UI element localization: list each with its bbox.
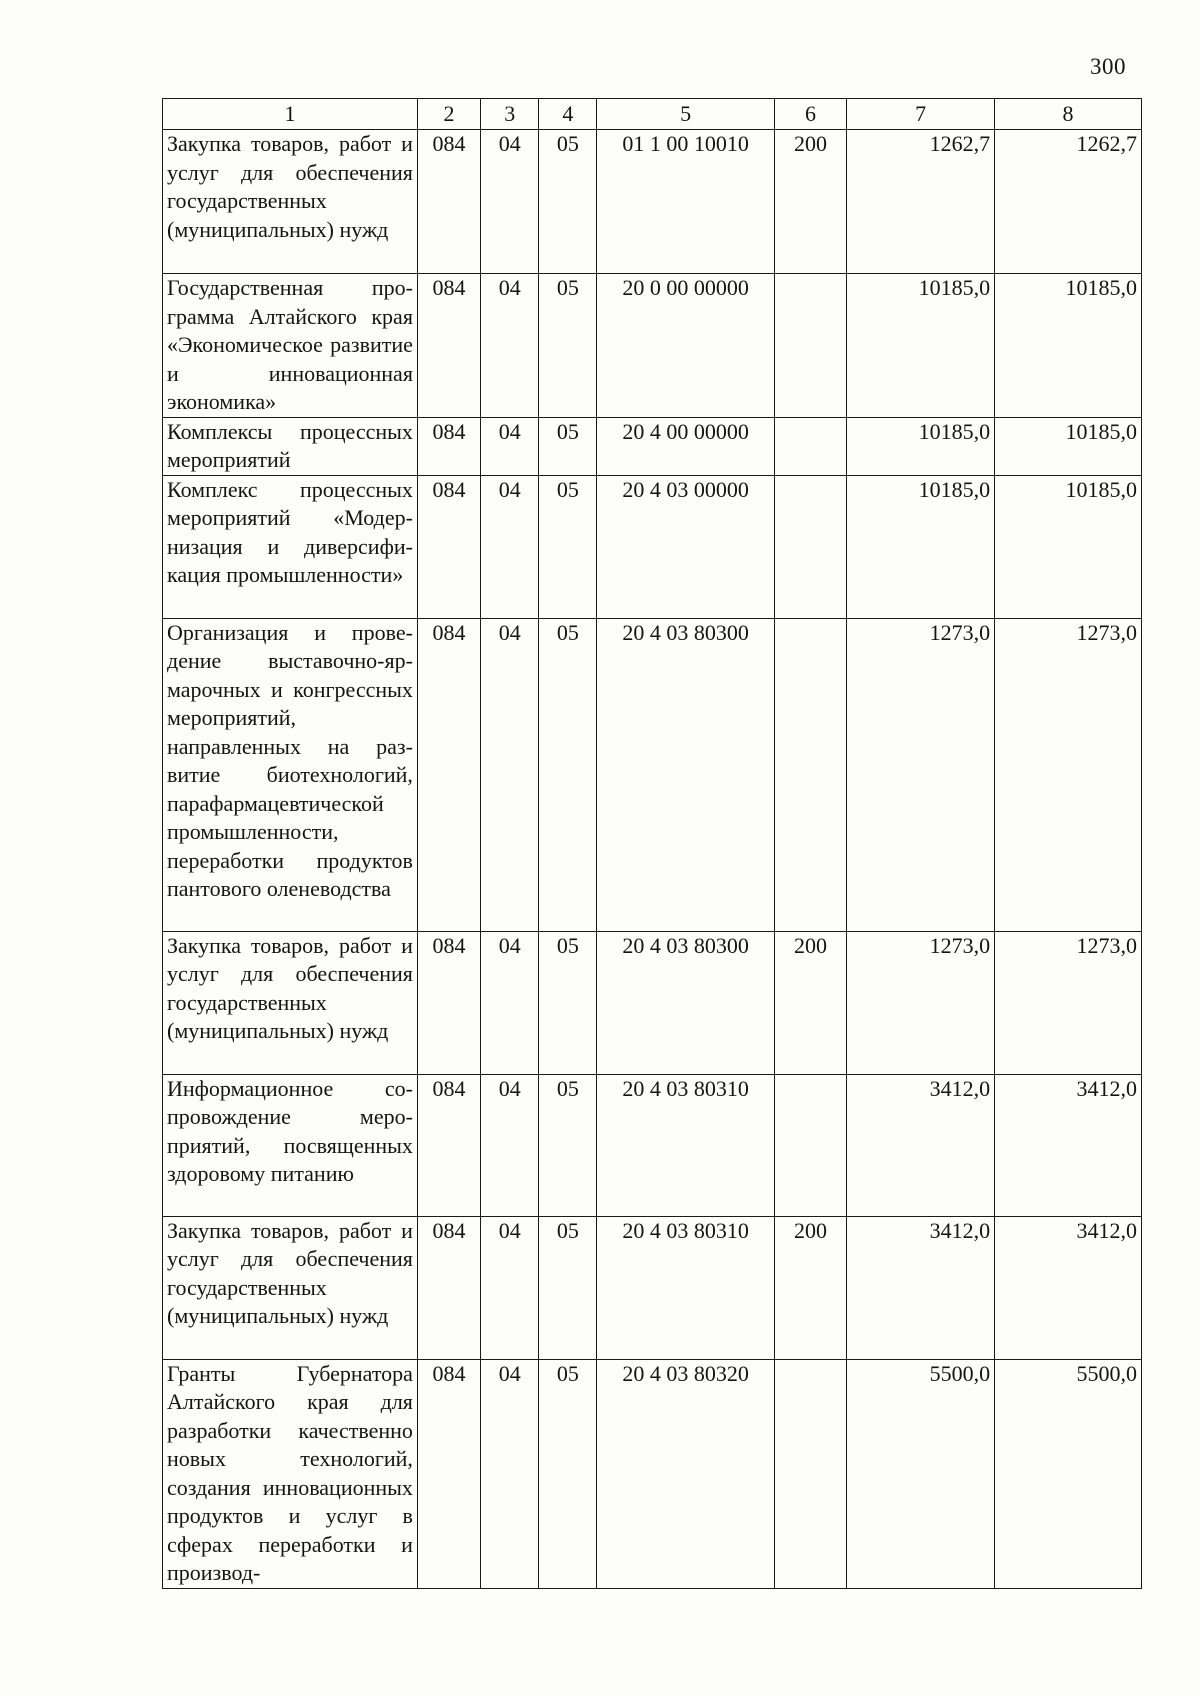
target-code-cell: 20 4 03 00000 xyxy=(597,475,774,618)
row-name-cell: Комплекс процессных мероприятий «Модернизация и диверсификация промышленности» xyxy=(163,475,418,618)
admin-code-cell: 084 xyxy=(417,475,480,618)
expense-type-cell xyxy=(774,475,846,618)
subsection-cell: 05 xyxy=(539,1074,597,1216)
table-row xyxy=(163,931,1142,1074)
subsection-cell: 05 xyxy=(539,417,597,475)
amount-col7-cell: 3412,0 xyxy=(847,1074,995,1216)
target-code-cell: 20 4 03 80320 xyxy=(597,1359,774,1588)
table-row xyxy=(163,417,1142,475)
target-code-cell: 01 1 00 10010 xyxy=(597,130,774,274)
expense-type-cell xyxy=(774,274,846,418)
header-cell-4: 4 xyxy=(539,99,597,130)
header-cell-5: 5 xyxy=(597,99,774,130)
row-name-cell: Закупка товаров, работ и услуг для обеспечения государственных (муниципальных) нужд xyxy=(163,1216,418,1359)
admin-code-cell: 084 xyxy=(417,931,480,1074)
amount-col7-cell: 1273,0 xyxy=(847,618,995,931)
subsection-cell: 05 xyxy=(539,1216,597,1359)
amount-col8-cell: 10185,0 xyxy=(995,417,1142,475)
section-cell: 04 xyxy=(481,274,539,418)
admin-code-cell: 084 xyxy=(417,1074,480,1216)
subsection-cell: 05 xyxy=(539,475,597,618)
amount-col8-cell: 1273,0 xyxy=(995,618,1142,931)
target-code-cell: 20 0 00 00000 xyxy=(597,274,774,418)
amount-col7-cell: 1262,7 xyxy=(847,130,995,274)
admin-code-cell: 084 xyxy=(417,417,480,475)
target-code-cell: 20 4 03 80310 xyxy=(597,1216,774,1359)
header-cell-6: 6 xyxy=(774,99,846,130)
section-cell: 04 xyxy=(481,618,539,931)
amount-col8-cell: 1273,0 xyxy=(995,931,1142,1074)
target-code-cell: 20 4 03 80300 xyxy=(597,931,774,1074)
subsection-cell: 05 xyxy=(539,618,597,931)
section-cell: 04 xyxy=(481,1074,539,1216)
table-row xyxy=(163,1216,1142,1359)
header-cell-7: 7 xyxy=(847,99,995,130)
target-code-cell: 20 4 00 00000 xyxy=(597,417,774,475)
header-cell-2: 2 xyxy=(417,99,480,130)
page-number: 300 xyxy=(1090,54,1126,79)
amount-col8-cell: 3412,0 xyxy=(995,1216,1142,1359)
amount-col7-cell: 5500,0 xyxy=(847,1359,995,1588)
expense-type-cell: 200 xyxy=(774,130,846,274)
expense-type-cell: 200 xyxy=(774,1216,846,1359)
amount-col7-cell: 3412,0 xyxy=(847,1216,995,1359)
table-row xyxy=(163,1359,1142,1588)
subsection-cell: 05 xyxy=(539,130,597,274)
table-row xyxy=(163,475,1142,618)
target-code-cell: 20 4 03 80310 xyxy=(597,1074,774,1216)
admin-code-cell: 084 xyxy=(417,274,480,418)
row-name-cell: Закупка товаров, работ и услуг для обеспечения государственных (муниципальных) нужд xyxy=(163,130,418,274)
amount-col7-cell: 10185,0 xyxy=(847,274,995,418)
row-name-cell: Организация и проведение выставочно-ярмарочных и конгрессных мероприятий, направленных на развитие биотехнологий, парафармацевтической промышленности, переработки продуктов пантового оленеводства xyxy=(163,618,418,931)
admin-code-cell: 084 xyxy=(417,1216,480,1359)
section-cell: 04 xyxy=(481,475,539,618)
amount-col7-cell: 1273,0 xyxy=(847,931,995,1074)
row-name-cell: Закупка товаров, работ и услуг для обеспечения государственных (муниципальных) нужд xyxy=(163,931,418,1074)
section-cell: 04 xyxy=(481,417,539,475)
table-row xyxy=(163,274,1142,418)
table-row xyxy=(163,130,1142,274)
admin-code-cell: 084 xyxy=(417,618,480,931)
expense-type-cell xyxy=(774,1359,846,1588)
row-name-cell: Государственная программа Алтайского края «Экономическое развитие и инновационная экономика» xyxy=(163,274,418,418)
subsection-cell: 05 xyxy=(539,274,597,418)
budget-table xyxy=(162,98,1142,1589)
expense-type-cell xyxy=(774,417,846,475)
section-cell: 04 xyxy=(481,1359,539,1588)
row-name-cell: Гранты Губернатора Алтайского края для разработки качественно новых технологий, создания инновационных продуктов и услуг в сферах переработки и производ- xyxy=(163,1359,418,1588)
amount-col8-cell: 3412,0 xyxy=(995,1074,1142,1216)
expense-type-cell: 200 xyxy=(774,931,846,1074)
header-cell-3: 3 xyxy=(481,99,539,130)
expense-type-cell xyxy=(774,618,846,931)
amount-col8-cell: 5500,0 xyxy=(995,1359,1142,1588)
subsection-cell: 05 xyxy=(539,1359,597,1588)
amount-col7-cell: 10185,0 xyxy=(847,417,995,475)
section-cell: 04 xyxy=(481,130,539,274)
amount-col8-cell: 1262,7 xyxy=(995,130,1142,274)
admin-code-cell: 084 xyxy=(417,1359,480,1588)
table-row xyxy=(163,618,1142,931)
header-cell-1: 1 xyxy=(163,99,418,130)
subsection-cell: 05 xyxy=(539,931,597,1074)
section-cell: 04 xyxy=(481,1216,539,1359)
section-cell: 04 xyxy=(481,931,539,1074)
amount-col8-cell: 10185,0 xyxy=(995,475,1142,618)
header-row xyxy=(163,99,1142,130)
admin-code-cell: 084 xyxy=(417,130,480,274)
row-name-cell: Комплексы процессных мероприятий xyxy=(163,417,418,475)
target-code-cell: 20 4 03 80300 xyxy=(597,618,774,931)
amount-col8-cell: 10185,0 xyxy=(995,274,1142,418)
table-row xyxy=(163,1074,1142,1216)
row-name-cell: Информационное сопровождение мероприятий, посвященных здоровому питанию xyxy=(163,1074,418,1216)
amount-col7-cell: 10185,0 xyxy=(847,475,995,618)
header-cell-8: 8 xyxy=(995,99,1142,130)
expense-type-cell xyxy=(774,1074,846,1216)
